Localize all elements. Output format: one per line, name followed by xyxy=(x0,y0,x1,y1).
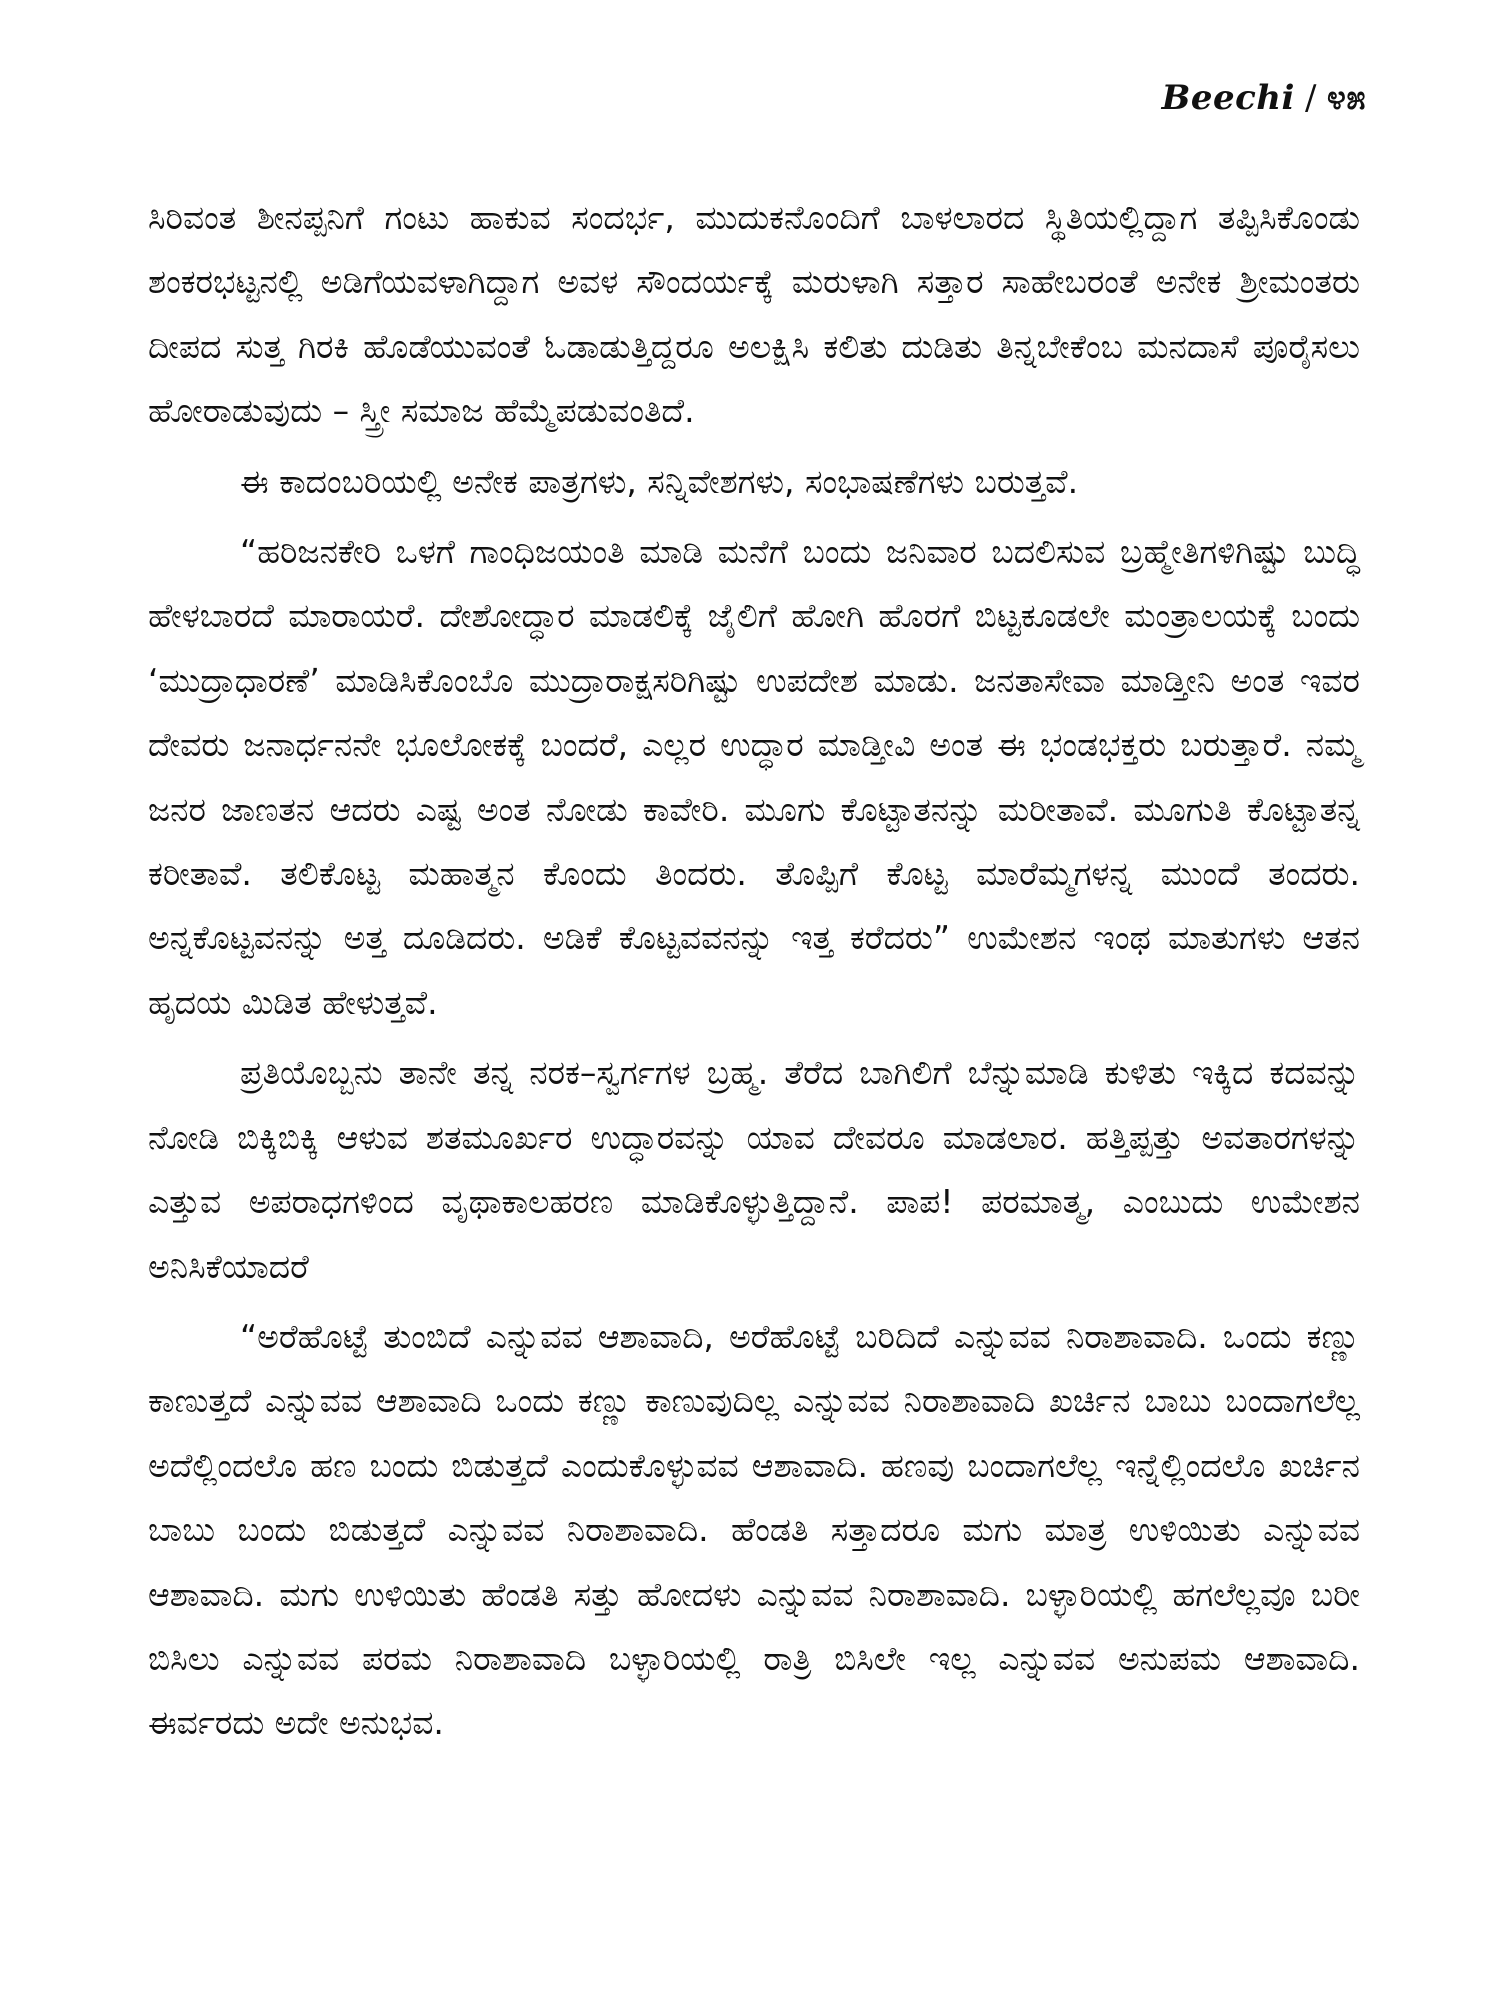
author-name: Beechi xyxy=(1161,78,1295,118)
running-header xyxy=(1162,78,1366,118)
page-number: ೪೫ xyxy=(1326,78,1366,118)
paragraph: “ಅರೆಹೊಟ್ಟೆ ತುಂಬಿದೆ ಎನ್ನುವವ ಆಶಾವಾದಿ, ಅರೆಹೊಟ್ಟೆ ಬರಿದಿದೆ ಎನ್ನುವವ ನಿರಾಶಾವಾದಿ. ಒಂದು ಕಣ್ಣು ಕಾಣುತ್ತದೆ ಎನ್ನುವವ ಆಶಾವಾದಿ ಒಂದು ಕಣ್ಣು ಕಾಣುವುದಿಲ್ಲ ಎನ್ನುವವ ನಿರಾಶಾವಾದಿ ಖರ್ಚಿನ ಬಾಬು ಬಂದಾಗಲೆಲ್ಲ ಅದೆಲ್ಲಿಂದಲೊ ಹಣ ಬಂದು ಬಿಡುತ್ತದೆ ಎಂದುಕೊಳ್ಳುವವ ಆಶಾವಾದಿ. ಹಣವು ಬಂದಾಗಲೆಲ್ಲ ಇನ್ನೆಲ್ಲಿಂದಲೊ ಖರ್ಚಿನ ಬಾಬು ಬಂದು ಬಿಡುತ್ತದೆ ಎನ್ನುವವ ನಿರಾಶಾವಾದಿ. ಹೆಂಡತಿ ಸತ್ತಾದರೂ ಮಗು ಮಾತ್ರ ಉಳಿಯಿತು ಎನ್ನುವವ ಆಶಾವಾದಿ. ಮಗು ಉಳಿಯಿತು ಹೆಂಡತಿ ಸತ್ತು ಹೋದಳು ಎನ್ನುವವ ನಿರಾಶಾವಾದಿ. ಬಳ್ಳಾರಿಯಲ್ಲಿ ಹಗಲೆಲ್ಲವೂ ಬರೀ ಬಿಸಿಲು ಎನ್ನುವವ ಪರಮ ನಿರಾಶಾವಾದಿ ಬಳ್ಳಾರಿಯಲ್ಲಿ ರಾತ್ರಿ ಬಿಸಿಲೇ ಇಲ್ಲ ಎನ್ನುವವ ಅನುಪಮ ಆಶಾವಾದಿ. ಈರ್ವರದು ಅದೇ ಅನುಭವ. xyxy=(148,1316,1360,1743)
paragraph: ಈ ಕಾದಂಬರಿಯಲ್ಲಿ ಅನೇಕ ಪಾತ್ರಗಳು, ಸನ್ನಿವೇಶಗಳು, ಸಂಭಾಷಣೆಗಳು ಬರುತ್ತವೆ. xyxy=(240,461,1079,501)
header-separator: / xyxy=(1304,78,1317,118)
page-body xyxy=(148,186,1360,1756)
paragraph: “ಹರಿಜನಕೇರಿ ಒಳಗೆ ಗಾಂಧಿಜಯಂತಿ ಮಾಡಿ ಮನೆಗೆ ಬಂದು ಜನಿವಾರ ಬದಲಿಸುವ ಬ್ರಹ್ಮೇತಿಗಳಿಗಿಷ್ಟು ಬುದ್ಧಿ ಹೇಳಬಾರದೆ ಮಾರಾಯರೆ. ದೇಶೋದ್ಧಾರ ಮಾಡಲಿಕ್ಕೆ ಜೈಲಿಗೆ ಹೋಗಿ ಹೊರಗೆ ಬಿಟ್ಟಕೂಡಲೇ ಮಂತ್ರಾಲಯಕ್ಕೆ ಬಂದು ‘ಮುದ್ರಾಧಾರಣೆ’ ಮಾಡಿಸಿಕೊಂಬೊ ಮುದ್ರಾರಾಕ್ಷಸರಿಗಿಷ್ಟು ಉಪದೇಶ ಮಾಡು. ಜನತಾಸೇವಾ ಮಾಡ್ತೀನಿ ಅಂತ ಇವರ ದೇವರು ಜನಾರ್ಧನನೇ ಭೂಲೋಕಕ್ಕೆ ಬಂದರೆ, ಎಲ್ಲರ ಉದ್ಧಾರ ಮಾಡ್ತೀವಿ ಅಂತ ಈ ಭಂಡಭಕ್ತರು ಬರುತ್ತಾರೆ. ನಮ್ಮ ಜನರ ಜಾಣತನ ಆದರು ಎಷ್ಟ ಅಂತ ನೋಡು ಕಾವೇರಿ. ಮೂಗು ಕೊಟ್ಟಾತನನ್ನು ಮರೀತಾವೆ. ಮೂಗುತಿ ಕೊಟ್ಟಾತನ್ನ ಕರೀತಾವೆ. ತಲಿಕೊಟ್ಟ ಮಹಾತ್ಮನ ಕೊಂದು ತಿಂದರು. ತೊಪ್ಪಿಗೆ ಕೊಟ್ಟ ಮಾರೆಮ್ಮಗಳನ್ನ ಮುಂದೆ ತಂದರು. ಅನ್ನಕೊಟ್ಟವನನ್ನು ಅತ್ತ ದೂಡಿದರು. ಅಡಿಕೆ ಕೊಟ್ಟವವನನ್ನು ಇತ್ತ ಕರೆದರು” ಉಮೇಶನ ಇಂಥ ಮಾತುಗಳು ಆತನ ಹೃದಯ ಮಿಡಿತ ಹೇಳುತ್ತವೆ. xyxy=(148,532,1360,1022)
paragraph: ಪ್ರತಿಯೊಬ್ಬನು ತಾನೇ ತನ್ನ ನರಕ–ಸ್ವರ್ಗಗಳ ಬ್ರಹ್ಮ. ತೆರೆದ ಬಾಗಿಲಿಗೆ ಬೆನ್ನುಮಾಡಿ ಕುಳಿತು ಇಕ್ಕಿದ ಕದವನ್ನು ನೋಡಿ ಬಿಕ್ಕಿಬಿಕ್ಕಿ ಆಳುವ ಶತಮೂರ್ಖರ ಉದ್ಧಾರವನ್ನು ಯಾವ ದೇವರೂ ಮಾಡಲಾರ. ಹತ್ತಿಪ್ಪತ್ತು ಅವತಾರಗಳನ್ನು ಎತ್ತುವ ಅಪರಾಧಗಳಿಂದ ವೃಥಾಕಾಲಹರಣ ಮಾಡಿಕೊಳ್ಳುತ್ತಿದ್ದಾನೆ. ಪಾಪ! ಪರಮಾತ್ಮ, ಎಂಬುದು ಉಮೇಶನ ಅನಿಸಿಕೆಯಾದರೆ xyxy=(148,1053,1360,1286)
paragraph: ಸಿರಿವಂತ ಶೀನಪ್ಪನಿಗೆ ಗಂಟು ಹಾಕುವ ಸಂದರ್ಭ, ಮುದುಕನೊಂದಿಗೆ ಬಾಳಲಾರದ ಸ್ಥಿತಿಯಲ್ಲಿದ್ದಾಗ ತಪ್ಪಿಸಿಕೊಂಡು ಶಂಕರಭಟ್ಟನಲ್ಲಿ ಅಡಿಗೆಯವಳಾಗಿದ್ದಾಗ ಅವಳ ಸೌಂದರ್ಯಕ್ಕೆ ಮರುಳಾಗಿ ಸತ್ತಾರ ಸಾಹೇಬರಂತೆ ಅನೇಕ ಶ್ರೀಮಂತರು ದೀಪದ ಸುತ್ತ ಗಿರಕಿ ಹೊಡೆಯುವಂತೆ ಓಡಾಡುತ್ತಿದ್ದರೂ ಅಲಕ್ಷಿಸಿ ಕಲಿತು ದುಡಿತು ತಿನ್ನಬೇಕೆಂಬ ಮನದಾಸೆ ಪೂರೈಸಲು ಹೋರಾಡುವುದು – ಸ್ತ್ರೀ ಸಮಾಜ ಹೆಮ್ಮೆಪಡುವಂತಿದೆ. xyxy=(148,198,1360,431)
